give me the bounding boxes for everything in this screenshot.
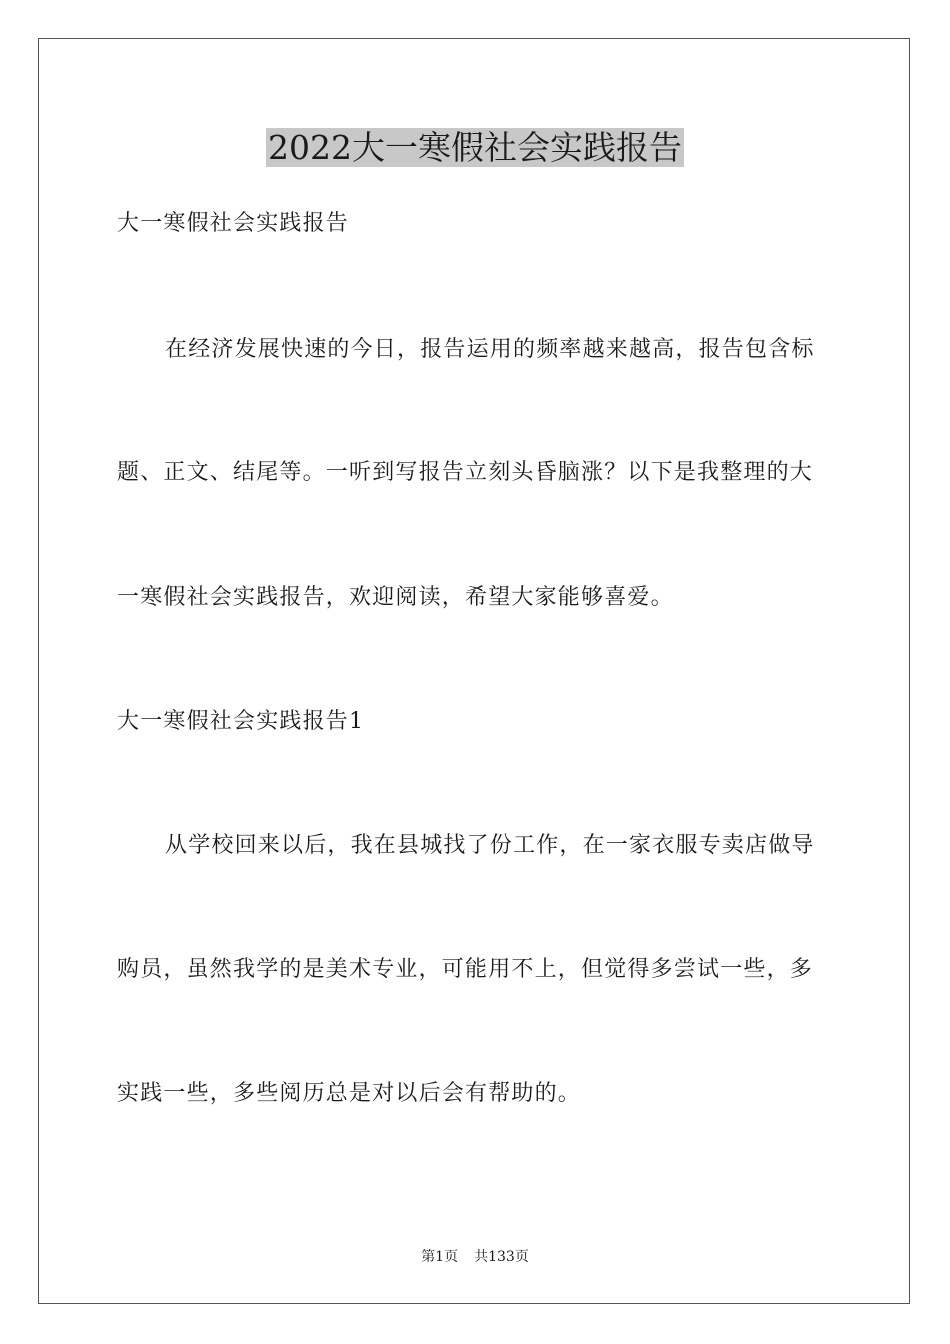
intro-line-1: 在经济发展快速的今日，报告运用的频率越来越高，报告包含标 [165, 337, 815, 362]
page-total: 共133页 [474, 1249, 529, 1265]
document-title [0, 126, 950, 170]
section-heading: 大一寒假社会实践报告1 [117, 709, 365, 734]
section-line-1: 从学校回来以后，我在县城找了份工作，在一家衣服专卖店做导 [165, 833, 815, 858]
document-title-text: 2022大一寒假社会实践报告 [268, 128, 682, 167]
intro-line-3: 一寒假社会实践报告，欢迎阅读，希望大家能够喜爱。 [117, 585, 674, 610]
section-line-2: 购员，虽然我学的是美术专业，可能用不上，但觉得多尝试一些，多 [117, 957, 814, 982]
page-number: 第1页 [421, 1249, 459, 1265]
intro-line-2: 题、正文、结尾等。一听到写报告立刻头昏脑涨？以下是我整理的大 [117, 460, 814, 485]
page-footer [0, 1247, 950, 1267]
document-subtitle: 大一寒假社会实践报告 [117, 211, 350, 236]
section-line-3: 实践一些，多些阅历总是对以后会有帮助的。 [117, 1081, 582, 1106]
